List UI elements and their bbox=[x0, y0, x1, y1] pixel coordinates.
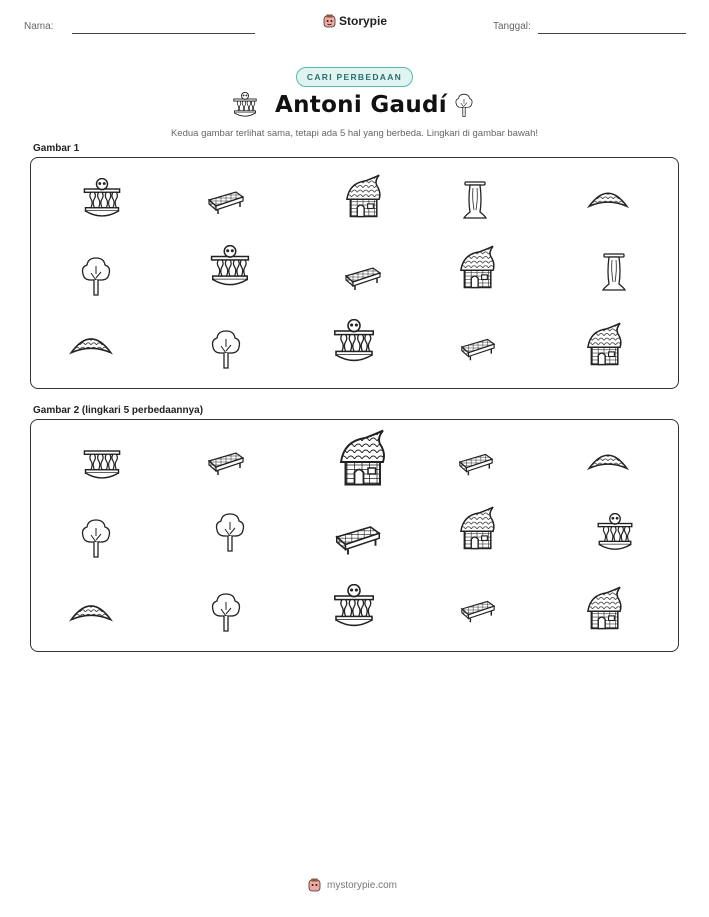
bench-icon bbox=[340, 256, 386, 296]
dome-icon bbox=[583, 178, 633, 220]
date-label: Tanggal: bbox=[493, 21, 531, 32]
bench-icon[interactable] bbox=[455, 590, 501, 628]
name-label: Nama: bbox=[24, 21, 54, 32]
bench-icon[interactable] bbox=[453, 443, 499, 481]
dome-icon bbox=[65, 323, 117, 367]
balcony-icon[interactable] bbox=[80, 438, 124, 486]
mushroom-house-icon[interactable] bbox=[332, 426, 392, 492]
mushroom-house-icon[interactable] bbox=[454, 504, 500, 554]
bench-icon bbox=[203, 180, 249, 220]
tree-icon bbox=[206, 325, 246, 373]
name-field[interactable] bbox=[72, 33, 255, 34]
brand-name: Storypie bbox=[339, 14, 388, 28]
dome-icon[interactable] bbox=[65, 590, 117, 634]
tree-icon[interactable] bbox=[76, 514, 116, 562]
bench-icon bbox=[455, 328, 501, 366]
column-icon bbox=[594, 247, 634, 297]
tree-icon bbox=[76, 252, 116, 300]
brand-logo bbox=[323, 14, 387, 28]
storypie-mascot-icon bbox=[323, 14, 336, 28]
balcony-skull-icon[interactable] bbox=[330, 582, 378, 634]
instructions: Kedua gambar terlihat sama, tetapi ada 5 hal yang berbeda. Lingkari di gambar bawah! bbox=[170, 128, 539, 139]
storypie-mascot-icon bbox=[308, 878, 321, 892]
bench-icon[interactable] bbox=[203, 441, 249, 481]
balcony-skull-icon bbox=[80, 176, 124, 224]
footer-url[interactable]: mystorypie.com bbox=[327, 879, 398, 891]
mushroom-house-icon bbox=[581, 320, 627, 370]
column-icon bbox=[455, 176, 495, 224]
balcony-skull-icon bbox=[231, 92, 259, 120]
picture2-label: Gambar 2 (lingkari 5 perbedaannya) bbox=[33, 405, 204, 416]
picture1-label: Gambar 1 bbox=[33, 143, 80, 154]
tree-icon[interactable] bbox=[206, 588, 246, 636]
balcony-skull-icon[interactable] bbox=[594, 510, 636, 558]
tree-icon[interactable] bbox=[210, 508, 250, 556]
mushroom-house-icon bbox=[454, 243, 500, 293]
balcony-skull-icon bbox=[330, 318, 378, 368]
activity-badge: CARI PERBEDAAN bbox=[296, 67, 413, 87]
mushroom-house-icon bbox=[340, 172, 386, 222]
mushroom-house-icon[interactable] bbox=[581, 584, 627, 634]
footer bbox=[308, 878, 397, 892]
date-field[interactable] bbox=[538, 33, 686, 34]
tree-icon bbox=[452, 91, 476, 119]
page-title: Antoni Gaudí bbox=[275, 92, 447, 118]
dome-icon[interactable] bbox=[583, 440, 633, 482]
balcony-skull-icon bbox=[207, 243, 253, 293]
bench-icon[interactable] bbox=[330, 512, 386, 562]
